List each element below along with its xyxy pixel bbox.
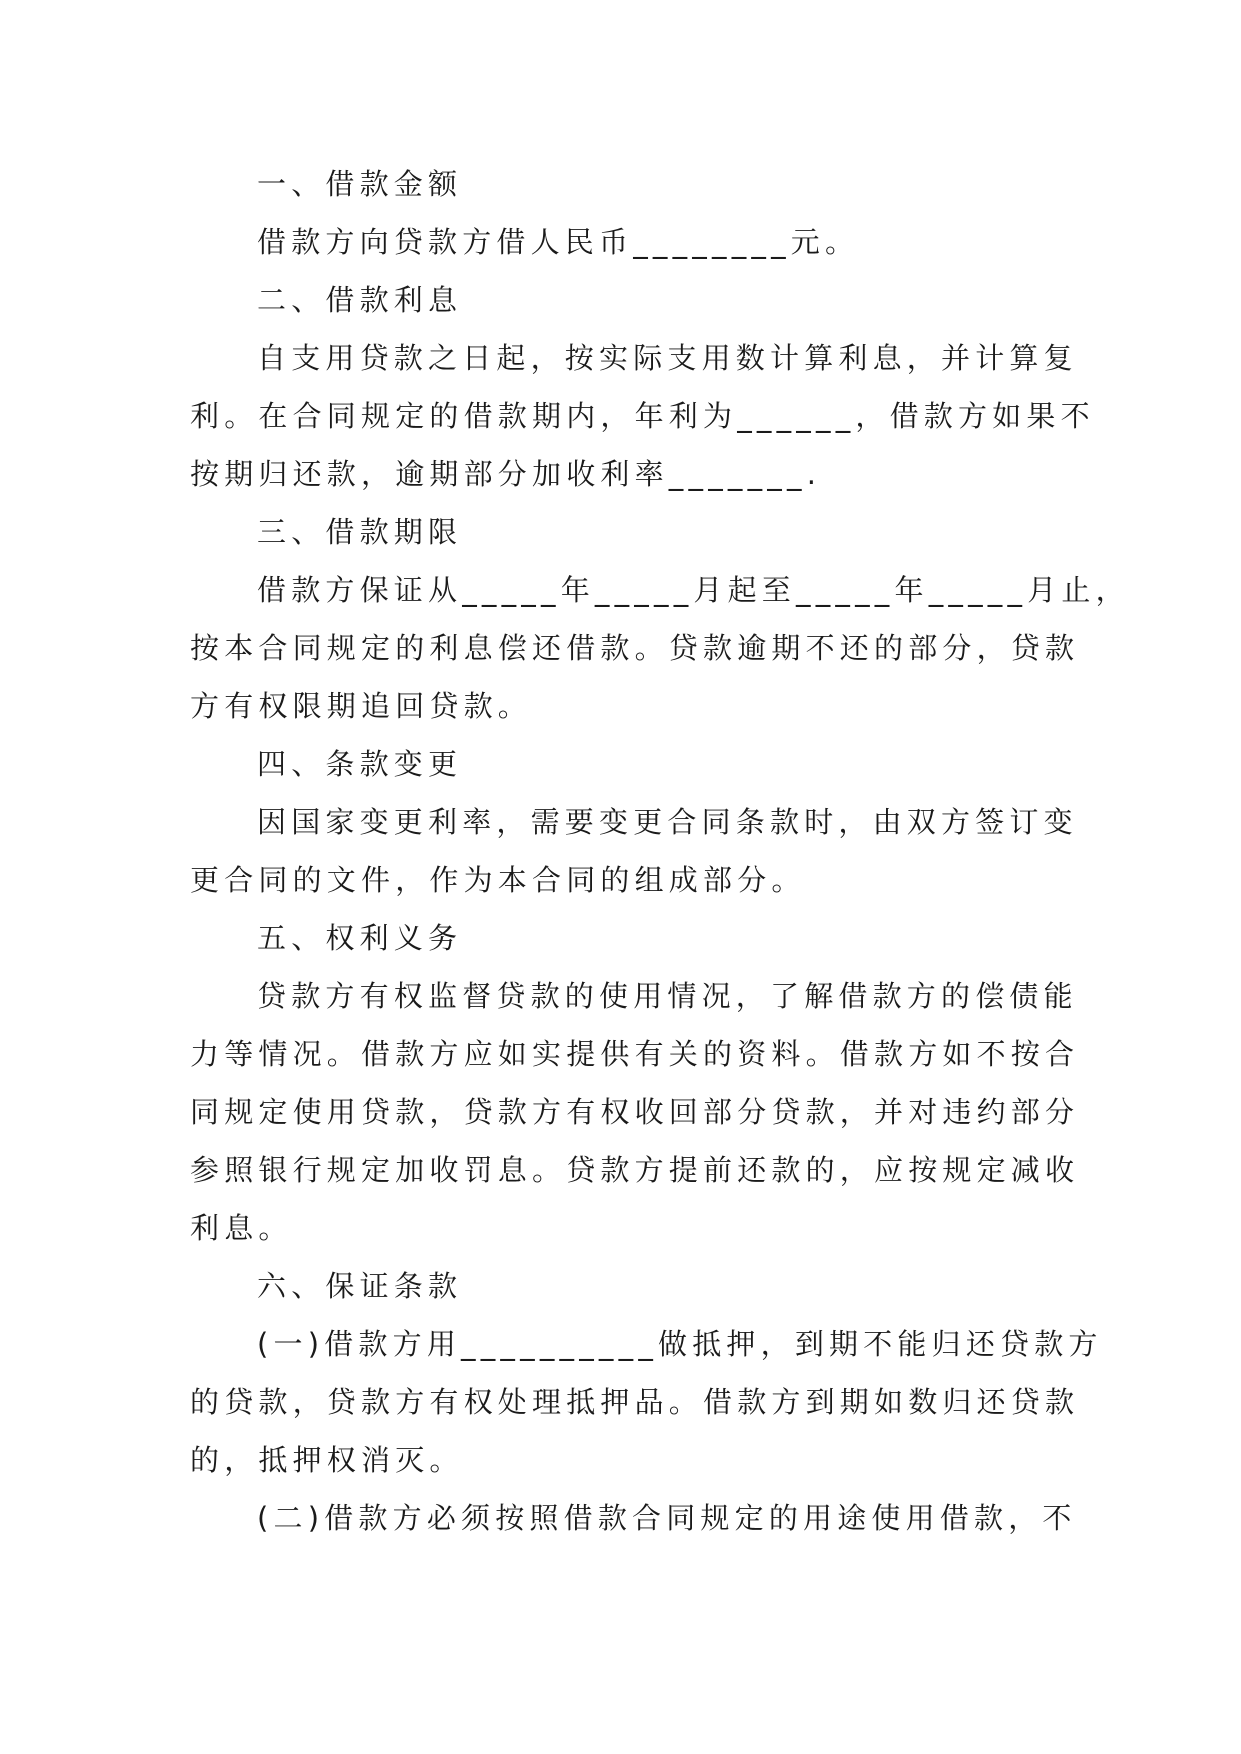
paragraph-line: 自支用贷款之日起，按实际支用数计算利息，并计算复 — [257, 341, 1078, 375]
section-heading-loan-amount: 一、借款金额 — [257, 167, 463, 201]
paragraph-line: 借款方保证从_____年_____月起至_____年_____月止， — [257, 573, 1130, 607]
section-heading-rights-obligations: 五、权利义务 — [257, 921, 463, 955]
paragraph-line: (二)借款方必须按照借款合同规定的用途使用借款，不 — [257, 1501, 1077, 1535]
paragraph-line: 按期归还款，逾期部分加收利率_______. — [190, 457, 822, 491]
paragraph-line: 按本合同规定的利息偿还借款。贷款逾期不还的部分，贷款 — [190, 631, 1080, 665]
section-heading-loan-interest: 二、借款利息 — [257, 283, 463, 317]
paragraph-line: 更合同的文件，作为本合同的组成部分。 — [190, 863, 806, 897]
paragraph-line: 同规定使用贷款，贷款方有权收回部分贷款，并对违约部分 — [190, 1095, 1080, 1129]
paragraph-line: 利。在合同规定的借款期内，年利为______，借款方如果不 — [190, 399, 1095, 433]
section-heading-clause-change: 四、条款变更 — [257, 747, 463, 781]
paragraph-line: 方有权限期追回贷款。 — [190, 689, 533, 723]
paragraph-line: 利息。 — [190, 1211, 293, 1245]
paragraph-line: 的，抵押权消灭。 — [190, 1443, 464, 1477]
paragraph-line: 参照银行规定加收罚息。贷款方提前还款的，应按规定减收 — [190, 1153, 1080, 1187]
section-heading-loan-term: 三、借款期限 — [257, 515, 463, 549]
paragraph-line: 的贷款，贷款方有权处理抵押品。借款方到期如数归还贷款 — [190, 1385, 1080, 1419]
paragraph-line: (一)借款方用__________做抵押，到期不能归还贷款方 — [257, 1327, 1103, 1361]
paragraph-line: 贷款方有权监督贷款的使用情况，了解借款方的偿债能 — [257, 979, 1078, 1013]
paragraph-line: 因国家变更利率，需要变更合同条款时，由双方签订变 — [257, 805, 1078, 839]
section-heading-guarantee: 六、保证条款 — [257, 1269, 463, 1303]
paragraph-line: 借款方向贷款方借人民币________元。 — [257, 225, 860, 259]
paragraph-line: 力等情况。借款方应如实提供有关的资料。借款方如不按合 — [190, 1037, 1080, 1071]
